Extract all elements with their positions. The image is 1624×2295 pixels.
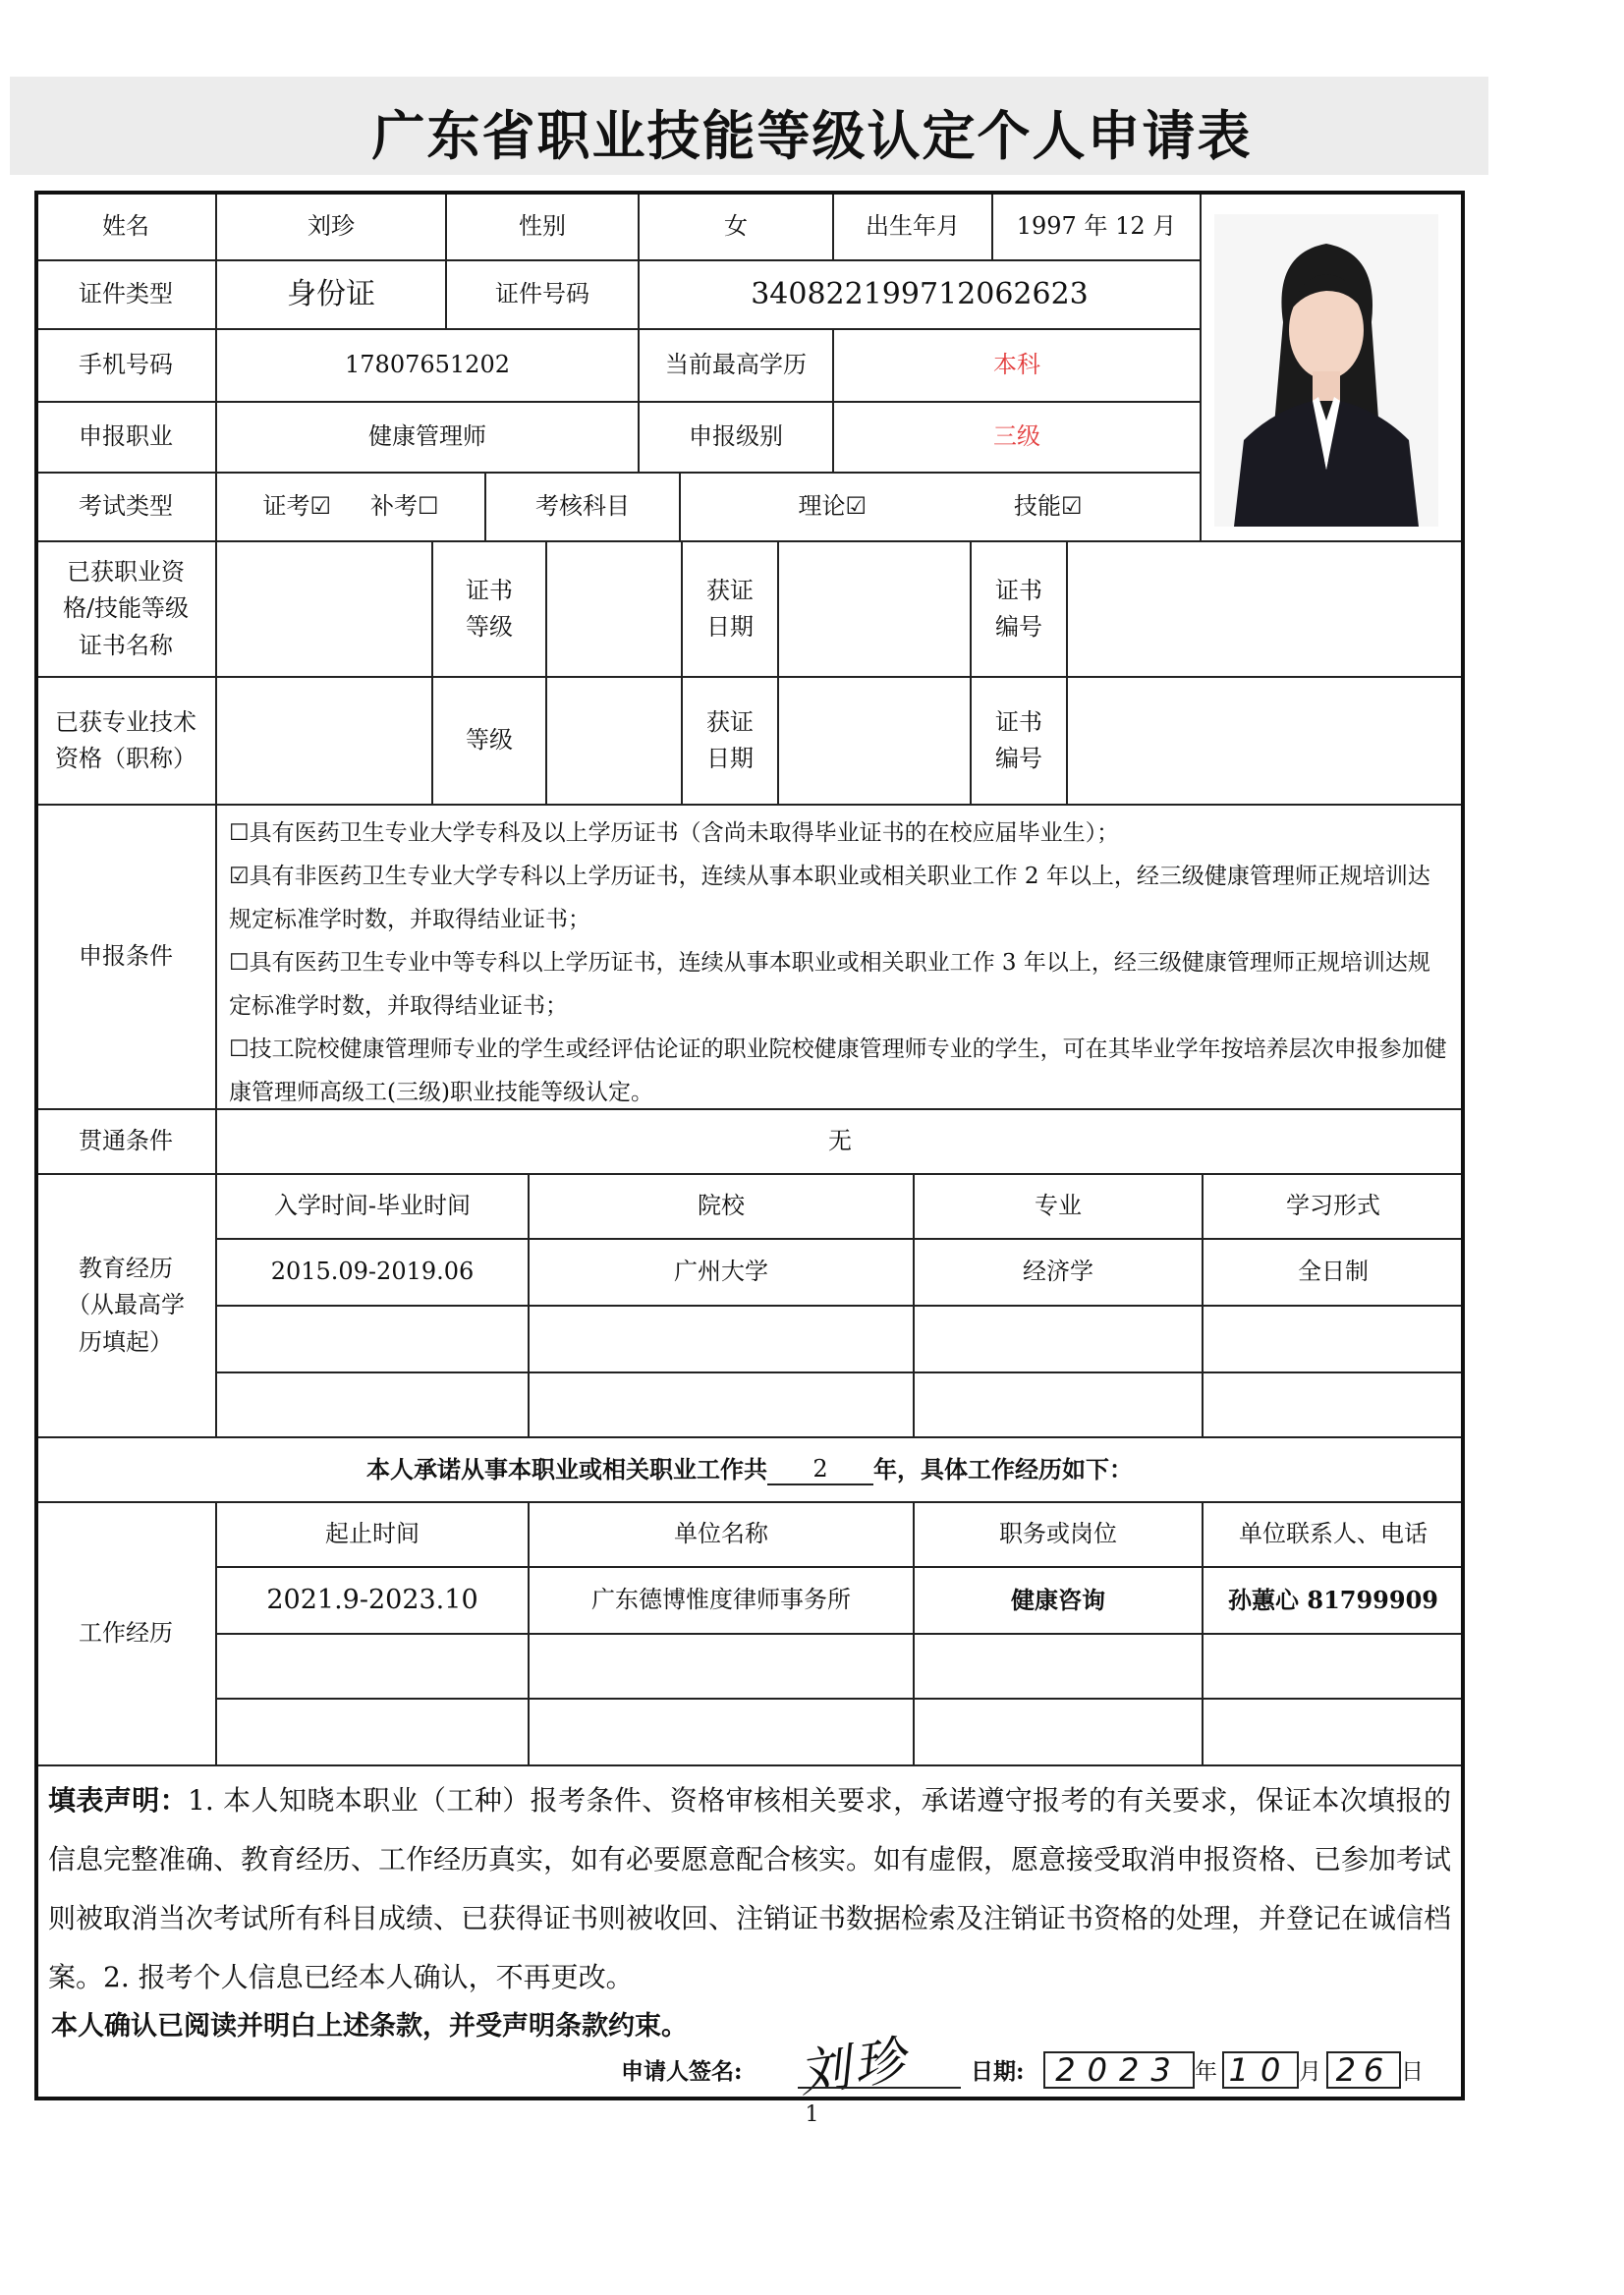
label-voc-cert-no: 证书编号 — [970, 540, 1068, 678]
value-level: 三级 — [832, 401, 1202, 474]
value-gender: 女 — [638, 193, 834, 261]
subject-theory-checkbox: 理论☑ — [798, 492, 867, 521]
label-edu-history: 教育经历（从最高学历填起） — [34, 1173, 217, 1438]
declaration — [34, 1763, 1465, 2015]
label-prof-cert-no: 证书编号 — [970, 676, 1068, 806]
date-month-box: 10 — [1222, 2051, 1299, 2089]
work-row-1-contact: 孙蕙心 81799909 — [1202, 1566, 1465, 1635]
condition-item-1: ☐具有医药卫生专业大学专科及以上学历证书（含尚未取得毕业证书的在校应届毕业生）； — [229, 820, 1120, 846]
label-id-type: 证件类型 — [34, 259, 217, 330]
page-number: 1 — [805, 2102, 819, 2127]
declaration-confirm: 本人确认已阅读并明白上述条款，并受声明条款约束。 — [51, 2011, 688, 2042]
label-phone: 手机号码 — [34, 328, 217, 403]
label-exam-subjects: 考核科目 — [484, 472, 681, 542]
edu-row-1-school: 广州大学 — [528, 1238, 915, 1307]
date-day-unit: 日 — [1401, 2059, 1424, 2085]
label-occupation: 申报职业 — [34, 401, 217, 474]
work-commit-suffix: 年，具体工作经历如下： — [873, 1455, 1133, 1484]
label-education: 当前最高学历 — [638, 328, 834, 403]
signature-name: 刘珍 — [795, 2030, 913, 2104]
subject-skill-checkbox: 技能☑ — [1014, 492, 1083, 521]
work-header-period: 起止时间 — [215, 1501, 530, 1568]
condition-item-4: ☐技工院校健康管理师专业的学生或经评估论证的职业院校健康管理师专业的学生，可在其毕业学年按培养层次申报参加健康管理师高级工(三级)职业技能等级认定。 — [229, 1036, 1447, 1105]
value-education: 本科 — [832, 328, 1202, 403]
declaration-text: 1. 本人知晓本职业（工种）报考条件、资格审核相关要求，承诺遵守报考的有关要求，保证本次填报的信息完整准确、教育经历、工作经历真实，如有必要愿意配合核实。如有虚假，愿意接受取消申报资格、已参加考试则被取消当次考试所有科目成绩、已获得证书则被收回、注销证书数据检索及注销证书资格的处理，并登记在诚信档案。2. 报考个人信息已经本人确认，不再更改。 — [48, 1784, 1452, 1993]
date-label: 日期: — [971, 2058, 1025, 2085]
label-through-conditions: 贯通条件 — [34, 1108, 217, 1175]
value-id-type: 身份证 — [215, 259, 447, 330]
condition-item-3: ☐具有医药卫生专业中等专科以上学历证书，连续从事本职业或相关职业工作 3 年以上，经三级健康管理师正规培训达规定标准学时数，并取得结业证书； — [229, 950, 1430, 1019]
edu-row-1-major: 经济学 — [913, 1238, 1204, 1307]
label-prof-cert: 已获专业技术资格（职称） — [34, 676, 217, 806]
date-month-unit: 月 — [1299, 2059, 1321, 2085]
date-year-unit: 年 — [1195, 2059, 1217, 2085]
label-birth: 出生年月 — [832, 193, 993, 261]
label-conditions: 申报条件 — [34, 804, 217, 1110]
date-day-box: 26 — [1326, 2051, 1401, 2089]
value-birth: 1997 年 12 月 — [991, 193, 1202, 261]
edu-header-period: 入学时间-毕业时间 — [215, 1173, 530, 1240]
edu-header-mode: 学习形式 — [1202, 1173, 1465, 1240]
label-prof-obtain-date: 获证日期 — [681, 676, 779, 806]
label-id-no: 证件号码 — [445, 259, 640, 330]
work-commit-prefix: 本人承诺从事本职业或相关职业工作共 — [366, 1455, 767, 1484]
label-gender: 性别 — [445, 193, 640, 261]
label-exam-type: 考试类型 — [34, 472, 217, 542]
work-row-1-company: 广东德博惟度律师事务所 — [528, 1566, 915, 1635]
label-voc-obtain-date: 获证日期 — [681, 540, 779, 678]
work-row-1-position: 健康咨询 — [913, 1566, 1204, 1635]
date-year-box: 2023 — [1043, 2051, 1195, 2089]
exam-regular-checkbox: 证考☑ — [262, 492, 331, 521]
work-commit-years: 2 — [767, 1454, 873, 1485]
edu-row-1-period: 2015.09-2019.06 — [215, 1238, 530, 1307]
value-id-no: 340822199712062623 — [638, 259, 1202, 330]
form-title: 广东省职业技能等级认定个人申请表 — [371, 104, 1253, 167]
value-name: 刘珍 — [215, 193, 447, 261]
condition-item-2: ☑具有非医药卫生专业大学专科以上学历证书，连续从事本职业或相关职业工作 2 年以上，经三级健康管理师正规培训达规定标准学时数，并取得结业证书； — [229, 864, 1430, 932]
work-header-contact: 单位联系人、电话 — [1202, 1501, 1465, 1568]
label-level: 申报级别 — [638, 401, 834, 474]
value-phone: 17807651202 — [215, 328, 640, 403]
work-row-1-period: 2021.9-2023.10 — [215, 1566, 530, 1635]
label-voc-cert: 已获职业资格/技能等级证书名称 — [34, 540, 217, 678]
label-name: 姓名 — [34, 193, 217, 261]
edu-header-school: 院校 — [528, 1173, 915, 1240]
label-work-history: 工作经历 — [34, 1501, 217, 1766]
exam-makeup-checkbox: 补考☐ — [370, 492, 439, 521]
declaration-label: 填表声明： — [48, 1784, 189, 1817]
edu-header-major: 专业 — [913, 1173, 1204, 1240]
label-cert-level: 证书等级 — [431, 540, 547, 678]
value-occupation: 健康管理师 — [215, 401, 640, 474]
signature-label: 申请人签名: — [621, 2058, 743, 2085]
edu-row-1-mode: 全日制 — [1202, 1238, 1465, 1307]
signature-underline — [798, 2087, 961, 2089]
value-through-conditions: 无 — [215, 1108, 1465, 1175]
work-header-company: 单位名称 — [528, 1501, 915, 1568]
work-header-position: 职务或岗位 — [913, 1501, 1204, 1568]
label-prof-level: 等级 — [431, 676, 547, 806]
